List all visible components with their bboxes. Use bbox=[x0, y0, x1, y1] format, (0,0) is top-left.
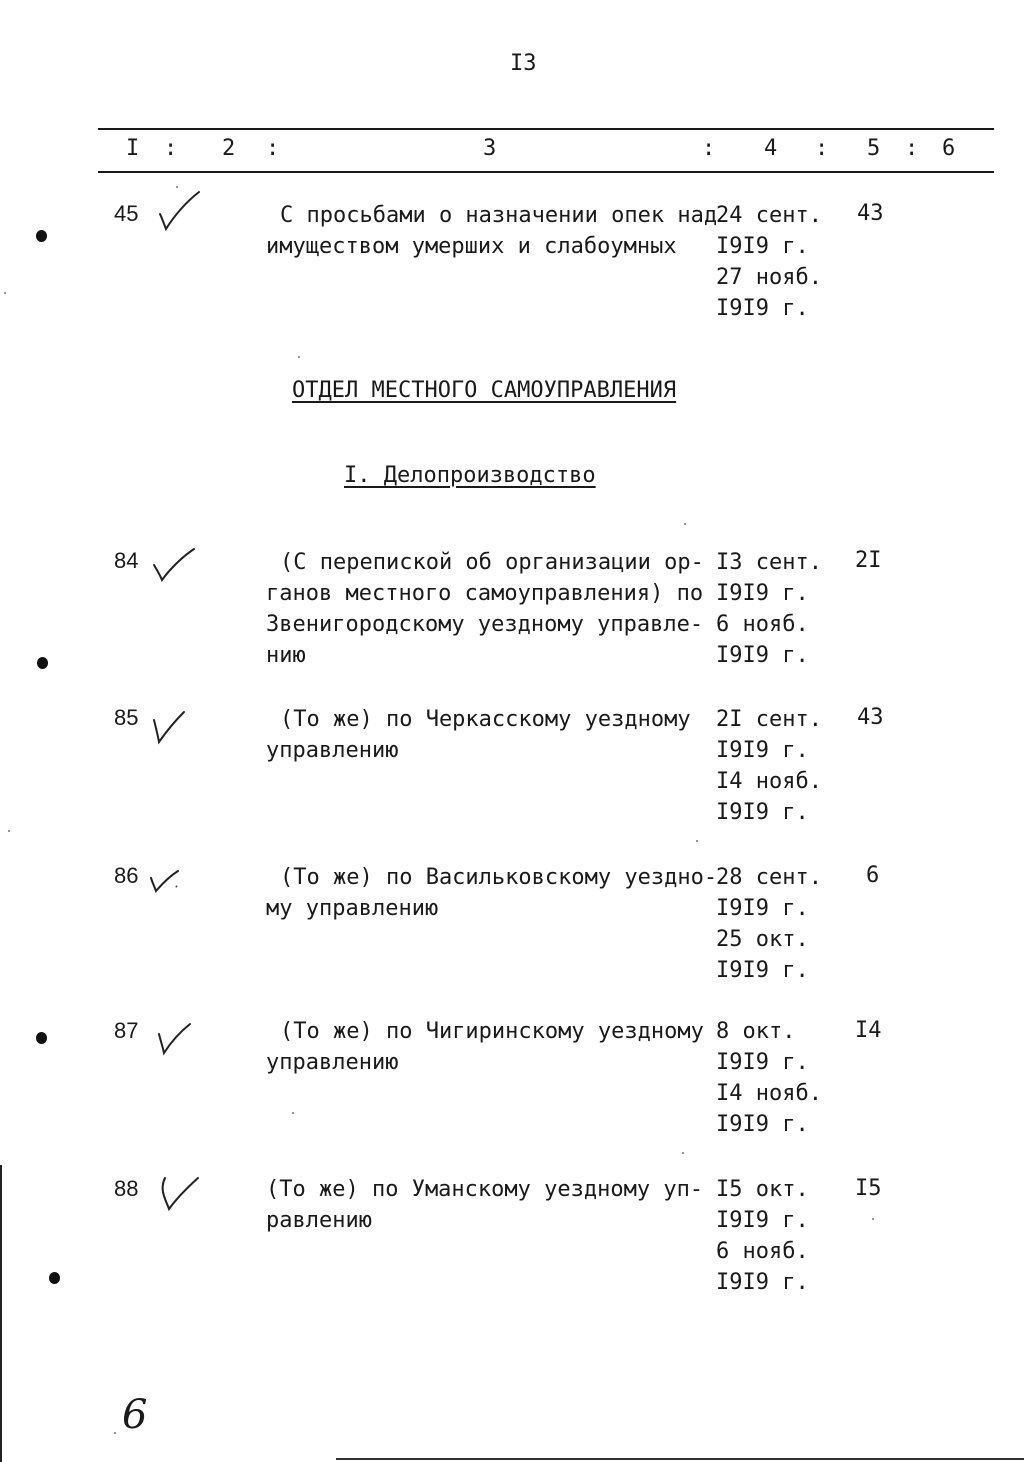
date-line: 27 нояб. bbox=[716, 265, 822, 290]
entry-number: 84 bbox=[114, 548, 139, 573]
date-line: 6 нояб. bbox=[716, 1239, 809, 1264]
entry-text-line: му управлению bbox=[266, 896, 439, 921]
ink-speck bbox=[684, 523, 686, 525]
sheet-count: 43 bbox=[857, 705, 884, 730]
date-line: I9I9 г. bbox=[716, 643, 809, 668]
date-line: I9I9 г. bbox=[716, 1208, 809, 1233]
checkmark-icon bbox=[152, 1018, 196, 1058]
header-col-1: I bbox=[126, 136, 140, 161]
entry-text-line: (То же) по Чигиринскому уездному bbox=[280, 1019, 704, 1044]
entry-number: 86 bbox=[114, 863, 139, 888]
date-line: 2I сент. bbox=[716, 707, 822, 732]
entry-number: 87 bbox=[114, 1018, 139, 1043]
entry-dates bbox=[716, 1174, 809, 1298]
entry-description bbox=[266, 862, 718, 924]
entry-dates bbox=[716, 1016, 822, 1140]
entry-text-line: управлению bbox=[266, 1050, 399, 1075]
header-col-4: 4 bbox=[764, 136, 778, 161]
date-line: I9I9 г. bbox=[716, 581, 809, 606]
ink-speck bbox=[292, 1112, 294, 1114]
entry-text-line: (С перепиской об организации ор- bbox=[280, 550, 704, 575]
entry-text-line: нию bbox=[266, 643, 306, 668]
date-line: I9I9 г. bbox=[716, 958, 809, 983]
header-separator: : bbox=[164, 136, 178, 161]
date-line: I9I9 г. bbox=[716, 800, 809, 825]
date-line: 24 сент. bbox=[716, 203, 822, 228]
checkmark-icon bbox=[148, 545, 200, 585]
date-line: 8 окт. bbox=[716, 1019, 796, 1044]
ink-speck bbox=[682, 1152, 684, 1154]
binder-hole-mark bbox=[36, 1032, 47, 1044]
sheet-count: 43 bbox=[857, 201, 884, 226]
date-line: 28 сент. bbox=[716, 865, 822, 890]
entry-text-line: (То же) по Черкасскому уездному bbox=[280, 707, 691, 732]
date-line: I9I9 г. bbox=[716, 896, 809, 921]
handwritten-page-mark: 6 bbox=[122, 1392, 148, 1438]
binder-hole-mark bbox=[37, 657, 48, 669]
checkmark-icon bbox=[156, 1172, 204, 1214]
date-line: I4 нояб. bbox=[716, 769, 822, 794]
scan-bottom-line bbox=[336, 1458, 1024, 1460]
date-line: I9I9 г. bbox=[716, 1270, 809, 1295]
entry-description bbox=[266, 547, 711, 671]
checkmark-icon bbox=[146, 706, 190, 746]
date-line: 25 окт. bbox=[716, 927, 809, 952]
date-line: I9I9 г. bbox=[716, 1050, 809, 1075]
header-bottom-rule bbox=[98, 171, 994, 173]
entry-text-line: (То же) по Васильковскому уездно- bbox=[280, 865, 718, 890]
ink-speck bbox=[696, 840, 698, 842]
date-line: I9I9 г. bbox=[716, 1112, 809, 1137]
entry-number: 45 bbox=[114, 201, 139, 226]
header-col-3: 3 bbox=[483, 136, 497, 161]
checkmark-icon bbox=[154, 188, 204, 234]
scan-edge-line bbox=[0, 1165, 2, 1462]
entry-dates bbox=[716, 862, 822, 986]
header-separator: : bbox=[702, 136, 716, 161]
date-line: I9I9 г. bbox=[716, 296, 809, 321]
entry-text-line: ганов местного самоуправления) по bbox=[266, 581, 704, 606]
page-number: I3 bbox=[510, 51, 537, 76]
sheet-count: 6 bbox=[866, 863, 880, 888]
entry-text-line: С просьбами о назначении опек над bbox=[280, 203, 718, 228]
entry-text-line: имуществом умерших и слабоумных bbox=[266, 234, 677, 259]
entry-description bbox=[266, 1016, 711, 1078]
header-col-2: 2 bbox=[222, 136, 236, 161]
header-separator: : bbox=[905, 136, 919, 161]
entry-description bbox=[266, 200, 718, 262]
ink-speck bbox=[114, 1432, 116, 1434]
checkmark-icon bbox=[146, 864, 186, 896]
header-col-5: 5 bbox=[867, 136, 881, 161]
date-line: I4 нояб. bbox=[716, 1081, 822, 1106]
binder-hole-mark bbox=[49, 1272, 60, 1284]
ink-speck bbox=[4, 292, 6, 294]
sheet-count: I4 bbox=[855, 1018, 882, 1043]
entry-number: 85 bbox=[114, 705, 139, 730]
header-separator: : bbox=[815, 136, 829, 161]
entry-description bbox=[266, 704, 711, 766]
date-line: I9I9 г. bbox=[716, 234, 809, 259]
date-line: I9I9 г. bbox=[716, 738, 809, 763]
entry-text-line: (То же) по Уманскому уездному уп- bbox=[266, 1177, 704, 1202]
entry-dates bbox=[716, 547, 822, 671]
sheet-count: I5 bbox=[855, 1176, 882, 1201]
entry-dates bbox=[716, 704, 822, 828]
header-col-6: 6 bbox=[942, 136, 956, 161]
header-top-rule bbox=[98, 128, 994, 130]
date-line: I5 окт. bbox=[716, 1177, 809, 1202]
binder-hole-mark bbox=[36, 230, 47, 242]
entry-description bbox=[266, 1174, 711, 1236]
section-title: ОТДЕЛ МЕСТНОГО САМОУПРАВЛЕНИЯ bbox=[292, 378, 677, 403]
entry-text-line: Звенигородскому уездному управле- bbox=[266, 612, 704, 637]
header-separator: : bbox=[266, 136, 280, 161]
entry-text-line: управлению bbox=[266, 738, 399, 763]
date-line: 6 нояб. bbox=[716, 612, 809, 637]
ink-speck bbox=[8, 830, 10, 832]
entry-dates bbox=[716, 200, 822, 324]
entry-text-line: равлению bbox=[266, 1208, 372, 1233]
ink-speck bbox=[872, 1218, 874, 1220]
section-subtitle: I. Делопроизводство bbox=[344, 463, 596, 488]
ink-speck bbox=[176, 186, 178, 188]
date-line: I3 сент. bbox=[716, 550, 822, 575]
ink-speck bbox=[298, 356, 300, 358]
entry-number: 88 bbox=[114, 1176, 139, 1201]
sheet-count: 2I bbox=[855, 548, 882, 573]
